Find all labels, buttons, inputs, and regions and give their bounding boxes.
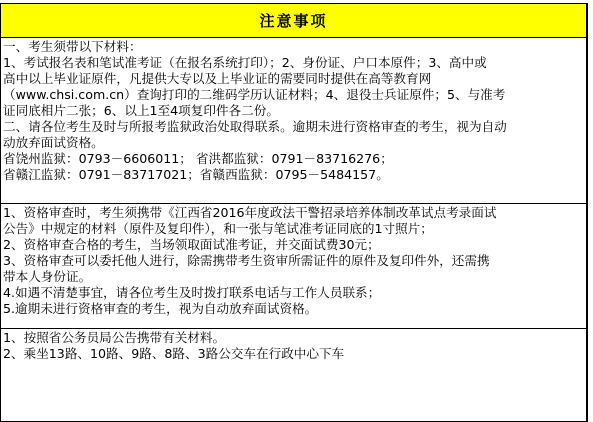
materials-line: 二、请各位考生及时与所报考监狱政治处取得联系。逾期未进行资格审查的考生，视为自动 xyxy=(3,119,507,134)
review-line: 5.逾期未进行资格审查的考生，视为自动放弃面试资格。 xyxy=(3,301,318,316)
review-line: 公告》中规定的材料（原件及复印件），和一张与笔试准考证同底的1寸照片； xyxy=(3,221,433,236)
review-line: 1、资格审查时，考生须携带《江西省2016年度政法干警招录培养体制改革试点考录面试 xyxy=(3,205,497,220)
qualification-review-section xyxy=(0,204,588,329)
materials-line: 一、考生须带以下材料： xyxy=(3,39,142,54)
materials-line: 高中以上毕业证原件，凡提供大专以及上毕业证的需要同时提供在高等教育网 xyxy=(3,71,432,86)
review-line: 2、资格审查合格的考生，当场领取面试准考证，并交面试费30元； xyxy=(3,237,380,252)
review-line: 3、资格审查可以委托他人进行，除需携带考生资审所需证件的原件及复印件外，还需携 xyxy=(3,253,490,268)
materials-line: 证同底相片二张；6、以上1至4项复印件各二份。 xyxy=(3,103,279,118)
travel-line: 1、按照省公务员局公告携带有关材料。 xyxy=(3,330,226,345)
travel-section xyxy=(0,329,588,422)
materials-line: 动放弃面试资格。 xyxy=(3,135,104,150)
review-line: 4.如遇不清楚事宜，请各位考生及时拨打联系电话与工作人员联系； xyxy=(3,285,381,300)
travel-line: 2、乘坐13路、10路、9路、8路、3路公交车在行政中心下车 xyxy=(3,346,345,361)
materials-line: （www.chsi.com.cn）查询打印的二维码学历认证材料；4、退役士兵证原件；5、与准考 xyxy=(3,87,506,102)
prison-contact-line: 省赣江监狱：0791－83717021；省赣西监狱：0795－5484157。 xyxy=(3,167,389,182)
materials-section xyxy=(0,38,588,204)
review-line: 带本人身份证。 xyxy=(3,269,92,284)
notice-header xyxy=(0,3,588,38)
prison-contact-line: 省饶州监狱：0793－6606011； 省洪都监狱：0791－83716276； xyxy=(3,151,393,166)
materials-line: 1、考试报名表和笔试准考证（在报名系统打印）；2、身份证、户口本原件；3、高中或 xyxy=(3,55,487,70)
notice-title: 注意事项 xyxy=(259,12,328,30)
